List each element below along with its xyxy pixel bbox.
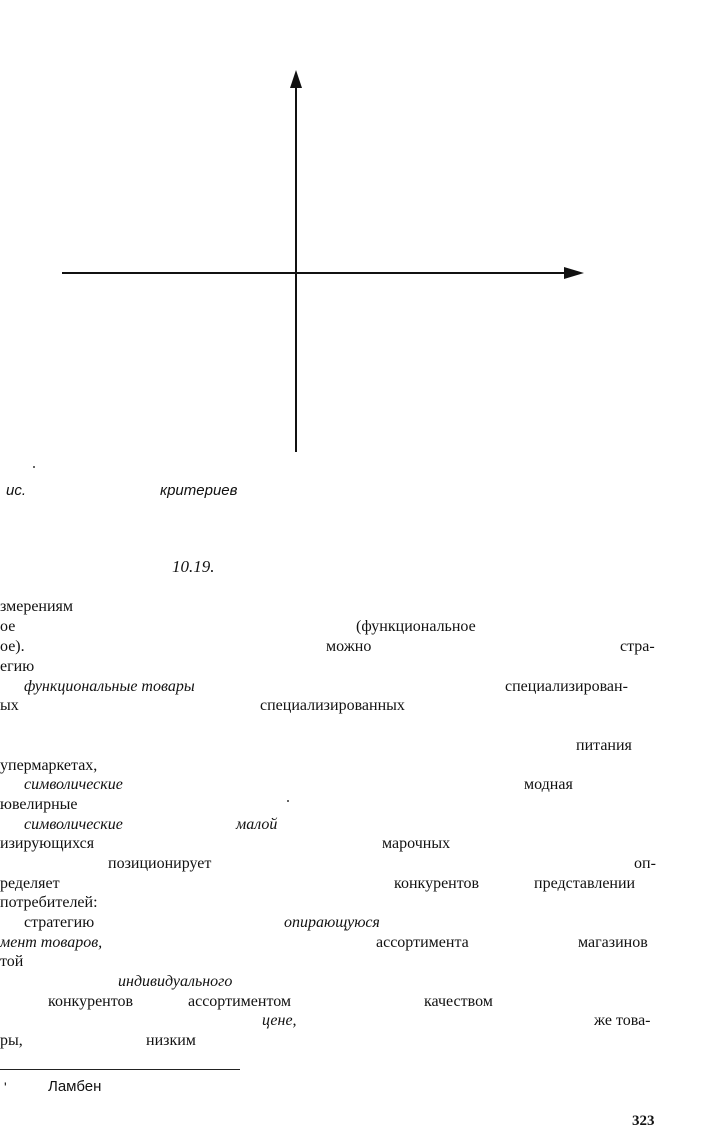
text-line-8: упермаркетах, xyxy=(0,757,98,774)
text-line-12a: изирующихся xyxy=(0,835,95,852)
text-line-17b: ассортимента xyxy=(376,934,469,951)
text-line-5a: функциональные товары xyxy=(24,678,195,695)
text-line-17c: магазинов xyxy=(578,934,648,951)
text-line-20c: качеством xyxy=(424,993,493,1010)
text-line-14b: конкурентов xyxy=(394,875,480,892)
text-line-10: ювелирные xyxy=(0,796,78,813)
text-line-21a: цене, xyxy=(262,1012,297,1029)
text-line-12b: марочных xyxy=(382,835,451,852)
text-line-22b: низким xyxy=(146,1032,196,1049)
text-line-17a: мент товаров, xyxy=(0,934,103,951)
text-line-7: питания xyxy=(576,737,632,754)
text-line-20b: ассортиментом xyxy=(188,993,292,1010)
text-line-16a: стратегию xyxy=(24,914,95,931)
text-line-13a: позиционирует xyxy=(108,855,212,872)
text-line-1: змерениям xyxy=(0,598,74,615)
text-line-15: потребителей: xyxy=(0,894,98,911)
footnote-rule xyxy=(0,1069,240,1070)
vertical-axis-arrowhead xyxy=(290,70,302,88)
figure-caption-label: ис. xyxy=(6,482,27,499)
text-line-3b: можно xyxy=(326,638,372,655)
page-number: 323 xyxy=(632,1113,655,1129)
figure-caption-text: критериев xyxy=(160,482,238,499)
footnote-text: Ламбен xyxy=(48,1078,102,1095)
text-line-18: той xyxy=(0,953,24,970)
text-line-21b: же това- xyxy=(594,1012,651,1029)
text-line-2a: ое xyxy=(0,618,16,635)
text-line-3a: ое). xyxy=(0,638,25,655)
text-line-16b: опирающуюся xyxy=(284,914,380,931)
text-line-9b: модная xyxy=(524,776,573,793)
scan-speck xyxy=(287,800,289,802)
text-line-11b: малой xyxy=(236,816,278,833)
text-line-19: индивидуального xyxy=(118,973,233,990)
text-line-22a: ры, xyxy=(0,1032,23,1049)
text-line-9a: символические xyxy=(24,776,123,793)
scan-speck xyxy=(33,466,35,468)
text-line-20a: конкурентов xyxy=(48,993,134,1010)
footnote-mark: ' xyxy=(4,1079,7,1095)
text-line-5b: специализирован- xyxy=(505,678,628,695)
text-line-14c: представлении xyxy=(534,875,636,892)
text-line-13b: оп- xyxy=(634,855,656,872)
horizontal-axis-arrowhead xyxy=(564,267,584,279)
text-line-14a: ределяет xyxy=(0,875,60,892)
positioning-axes-diagram xyxy=(0,0,708,470)
text-line-2b: (функциональное xyxy=(356,618,476,635)
text-line-4: егию xyxy=(0,658,35,675)
text-line-6a: ых xyxy=(0,697,19,714)
text-line-11a: символические xyxy=(24,816,123,833)
text-line-6b: специализированных xyxy=(260,697,405,714)
text-line-3c: стра- xyxy=(620,638,655,655)
figure-number: 10.19. xyxy=(172,557,215,576)
